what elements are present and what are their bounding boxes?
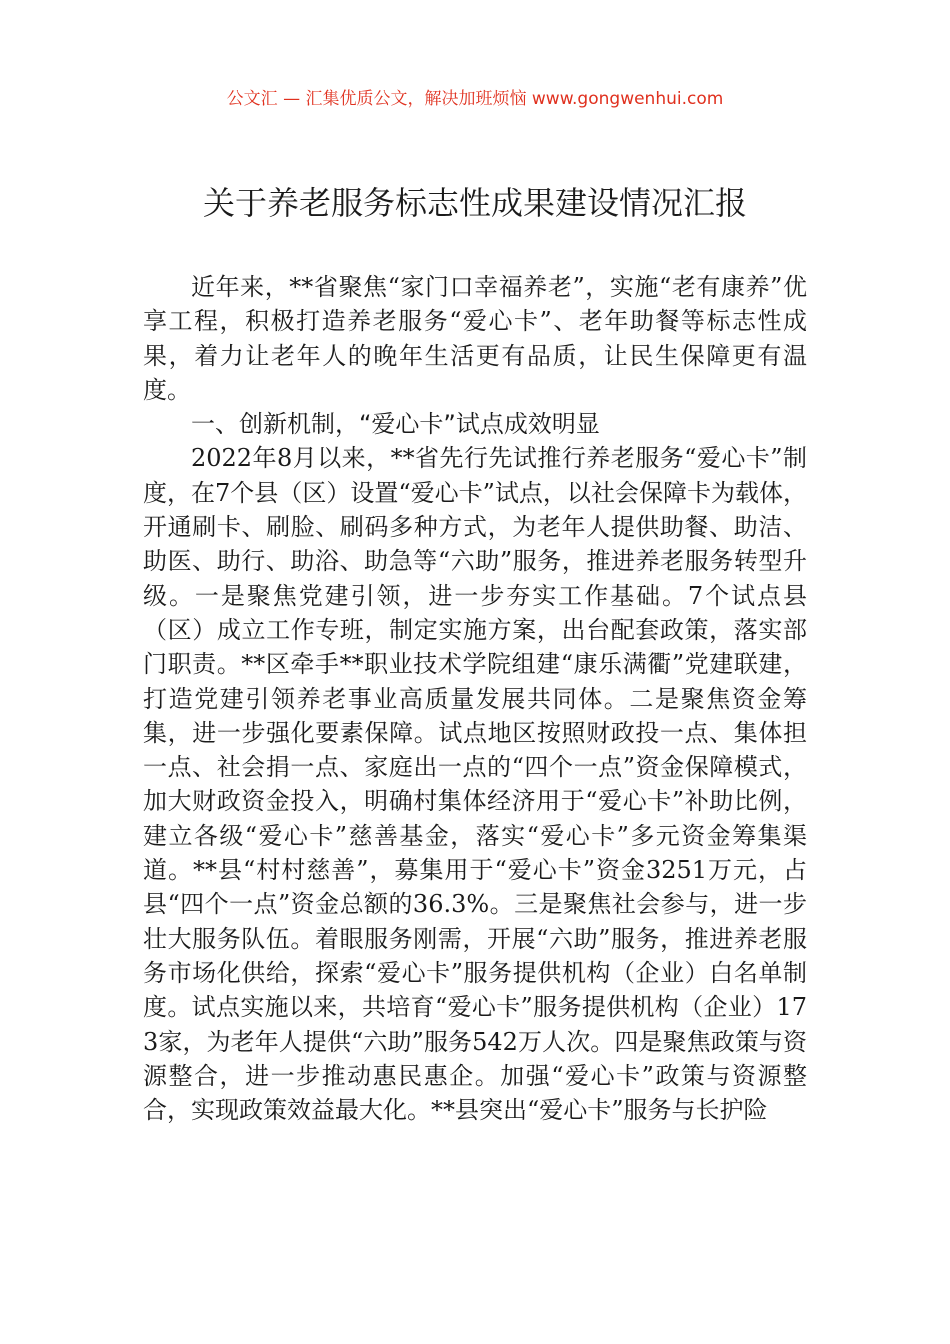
section-paragraph: 2022年8月以来，**省先行先试推行养老服务“爱心卡”制度，在7个县（区）设置“爱心卡”试点，以社会保障卡为载体，开通刷卡、刷脸、刷码多种方式，为老年人提供助餐、助洁、助医、助行、助浴、助急等“六助”服务，推进养老服务转型升级。一是聚焦党建引领，进一步夯实工作基础。7个试点县（区）成立工作专班，制定实施方案，出台配套政策，落实部门职责。**区牵手**职业技术学院组建“康乐满衢”党建联建，打造党建引领养老事业高质量发展共同体。二是聚焦资金筹集，进一步强化要素保障。试点地区按照财政投一点、集体担一点、社会捐一点、家庭出一点的“四个一点”资金保障模式，加大财政资金投入，明确村集体经济用于“爱心卡”补助比例，建立各级“爱心卡”慈善基金，落实“爱心卡”多元资金筹集渠道。**县“村村慈善”，募集用于“爱心卡”资金3251万元，占县“四个一点”资金总额的36.3%。三是聚焦社会参与，进一步壮大服务队伍。着眼服务刚需，开展“六助”服务，推进养老服务市场化供给，探索“爱心卡”服务提供机构（企业）白名单制度。试点实施以来，共培育“爱心卡”服务提供机构（企业）173家，为老年人提供“六助”服务542万人次。四是聚焦政策与资源整合，进一步推动惠民惠企。加强“爱心卡”政策与资源整合，实现政策效益最大化。**县突出“爱心卡”服务与长护险 xyxy=(143,444,807,1125)
header-banner: 公文汇 — 汇集优质公文，解决加班烦恼 www.gongwenhui.com xyxy=(226,89,724,109)
section-heading: 一、创新机制，“爱心卡”试点成效明显 xyxy=(191,410,600,439)
document-body xyxy=(143,270,807,1127)
intro-paragraph: 近年来，**省聚焦“家门口幸福养老”，实施“老有康养”优享工程，积极打造养老服务“爱心卡”、老年助餐等标志性成果，着力让老年人的晚年生活更有品质，让民生保障更有温度。 xyxy=(143,273,807,404)
document-title: 关于养老服务标志性成果建设情况汇报 xyxy=(202,184,747,222)
